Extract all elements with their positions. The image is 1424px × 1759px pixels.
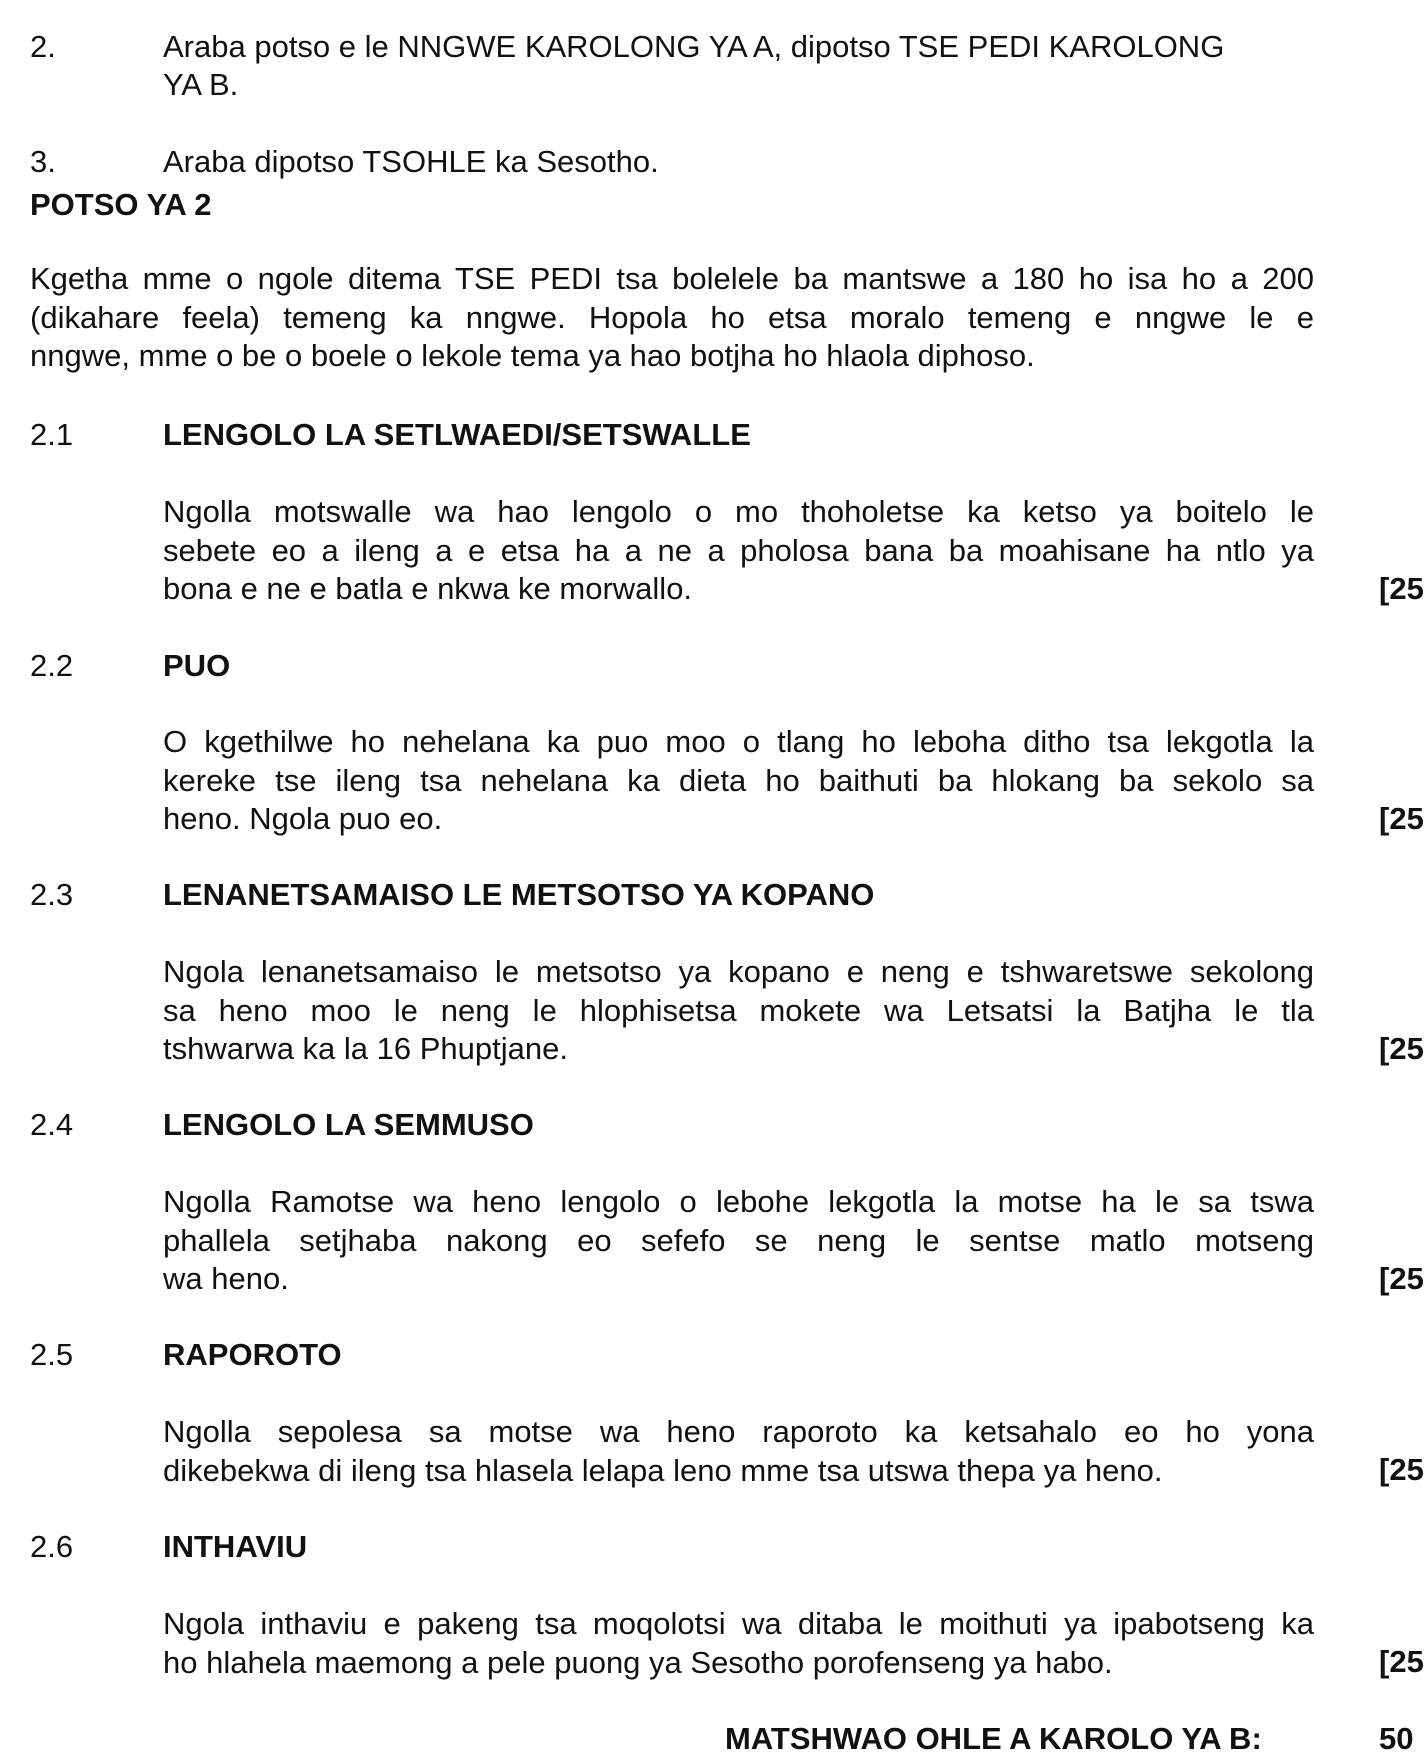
section-title: INTHAVIU: [163, 1529, 308, 1564]
total-value: 50: [1379, 1721, 1414, 1756]
section-title: RAPOROTO: [163, 1337, 342, 1372]
section-body-line: Ngola inthaviu e pakeng tsa moqolotsi wa ditaba le moithuti ya ipabotseng ka: [163, 1606, 1314, 1641]
section-number: 2.2: [30, 648, 74, 683]
total-label: MATSHWAO OHLE A KAROLO YA B:: [725, 1721, 1262, 1756]
section-number: 2.4: [30, 1107, 74, 1142]
section-number: 2.3: [30, 877, 74, 912]
section-body-line: Ngolla sepolesa sa motse wa heno raporoto ka ketsahalo eo ho yona: [163, 1414, 1314, 1449]
section-mark: [25: [1379, 801, 1424, 836]
section-body: [163, 723, 1314, 839]
section-body-line: O kgethilwe ho nehelana ka puo moo o tlang ho leboha ditho tsa lekgotla la: [163, 724, 1314, 759]
instruction-number: 3.: [30, 144, 56, 179]
section-body-line: Ngola lenanetsamaiso le metsotso ya kopano e neng e tshwaretswe sekolong: [163, 954, 1314, 989]
section-body-line: dikebekwa di ileng tsa hlasela lelapa leno mme tsa utswa thepa ya heno.: [163, 1452, 1163, 1488]
section-body-line: heno. Ngola puo eo.: [163, 801, 443, 836]
intro-line: Kgetha mme o ngole ditema TSE PEDI tsa bolelele ba mantswe a 180 ho isa ho a 200: [30, 261, 1314, 296]
instruction-text-line: YA B.: [163, 67, 239, 102]
section-mark: [25: [1379, 1261, 1424, 1296]
section-body-line: wa heno.: [163, 1261, 289, 1296]
section-body-line: tshwarwa ka la 16 Phuptjane.: [163, 1031, 568, 1066]
section-title: LENGOLO LA SEMMUSO: [163, 1107, 534, 1142]
section-title: LENGOLO LA SETLWAEDI/SETSWALLE: [163, 417, 751, 452]
section-body: [163, 1183, 1314, 1299]
section-mark: [25: [1379, 1644, 1424, 1679]
section-body-line: phallela setjhaba nakong eo sefefo se neng le sentse matlo motseng: [163, 1222, 1314, 1258]
intro-paragraph: [30, 260, 1314, 376]
section-body-line: ho hlahela maemong a pele puong ya Sesotho porofenseng ya habo.: [163, 1644, 1113, 1680]
section-title: LENANETSAMAISO LE METSOTSO YA KOPANO: [163, 877, 875, 912]
section-mark: [25: [1379, 1031, 1424, 1066]
section-body-line: sebete eo a ileng a e etsa ha a ne a pholosa bana ba moahisane ha ntlo ya: [163, 532, 1314, 568]
section-body: [163, 1413, 1314, 1490]
question-heading: POTSO YA 2: [30, 187, 212, 222]
section-body-line: kereke tse ileng tsa nehelana ka dieta ho baithuti ba hlokang ba sekolo sa: [163, 762, 1314, 798]
section-body: [163, 493, 1314, 609]
section-body-line: bona e ne e batla e nkwa ke morwallo.: [163, 571, 693, 606]
instruction-number: 2.: [30, 29, 56, 64]
intro-line: nngwe, mme o be o boele o lekole tema ya hao botjha ho hlaola diphoso.: [30, 338, 1035, 373]
section-number: 2.6: [30, 1529, 74, 1564]
section-body-line: sa heno moo le neng le hlophisetsa mokete wa Letsatsi la Batjha le tla: [163, 992, 1314, 1028]
intro-line: (dikahare feela) temeng ka nngwe. Hopola ho etsa moralo temeng e nngwe le e: [30, 299, 1314, 335]
section-body: [163, 953, 1314, 1069]
instruction-text-line: Araba potso e le NNGWE KAROLONG YA A, dipotso TSE PEDI KAROLONG: [163, 29, 1225, 64]
section-mark: [25: [1379, 571, 1424, 606]
section-title: PUO: [163, 648, 231, 683]
instruction-text-line: Araba dipotso TSOHLE ka Sesotho.: [163, 144, 659, 179]
section-body-line: Ngolla Ramotse wa heno lengolo o lebohe lekgotla la motse ha le sa tswa: [163, 1184, 1314, 1219]
section-body: [163, 1605, 1314, 1682]
section-body-line: Ngolla motswalle wa hao lengolo o mo thoholetse ka ketso ya boitelo le: [163, 494, 1314, 529]
section-number: 2.1: [30, 417, 74, 452]
section-number: 2.5: [30, 1337, 74, 1372]
section-mark: [25: [1379, 1452, 1424, 1487]
